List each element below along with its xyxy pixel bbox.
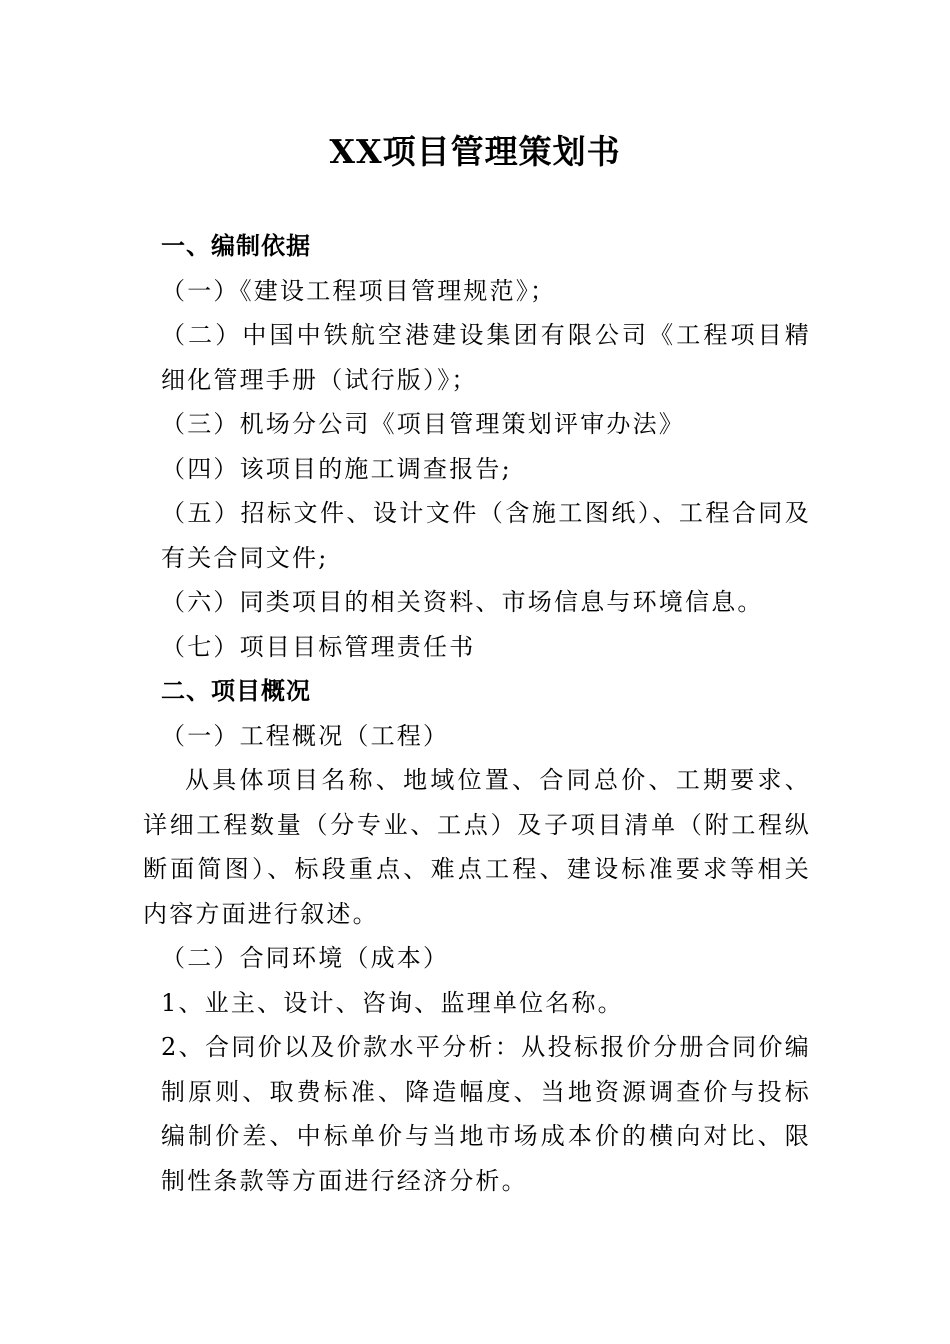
contract-item-1: 1、业主、设计、咨询、监理单位名称。 <box>161 988 624 1017</box>
basis-item-4: （四）该项目的施工调查报告; <box>161 454 512 483</box>
section-heading-overview: 二、项目概况 <box>161 677 311 705</box>
basis-item-6: （六）同类项目的相关资料、市场信息与环境信息。 <box>161 588 764 616</box>
basis-item-7: （七）项目目标管理责任书 <box>161 632 476 661</box>
basis-item-3: （三）机场分公司《项目管理策划评审办法》 <box>161 410 685 438</box>
subsection-heading-contract: （二）合同环境（成本） <box>161 944 450 972</box>
document-body <box>143 224 811 1203</box>
basis-item-2: （二）中国中铁航空港建设集团有限公司《工程项目精细化管理手册（试行版）》； <box>161 321 811 394</box>
contract-item-2: 2、合同价以及价款水平分析：从投标报价分册合同价编制原则、取费标准、降造幅度、当地资源调查价与投标编制价差、中标单价与当地市场成本价的横向对比、限制性条款等方面进行经济分析。 <box>161 1033 811 1195</box>
engineering-description: 从具体项目名称、地域位置、合同总价、工期要求、详细工程数量（分专业、工点）及子项目清单（附工程纵断面简图）、标段重点、难点工程、建设标准要求等相关内容方面进行叙述。 <box>143 766 811 928</box>
document-title: XX项目管理策划书 <box>329 132 621 171</box>
subsection-heading-engineering: （一）工程概况（工程） <box>161 721 450 750</box>
basis-item-5: （五）招标文件、设计文件（含施工图纸）、工程合同及有关合同文件; <box>161 499 811 572</box>
basis-item-1: （一）《建设工程项目管理规范》； <box>161 276 557 305</box>
section-heading-basis: 一、编制依据 <box>161 232 311 260</box>
